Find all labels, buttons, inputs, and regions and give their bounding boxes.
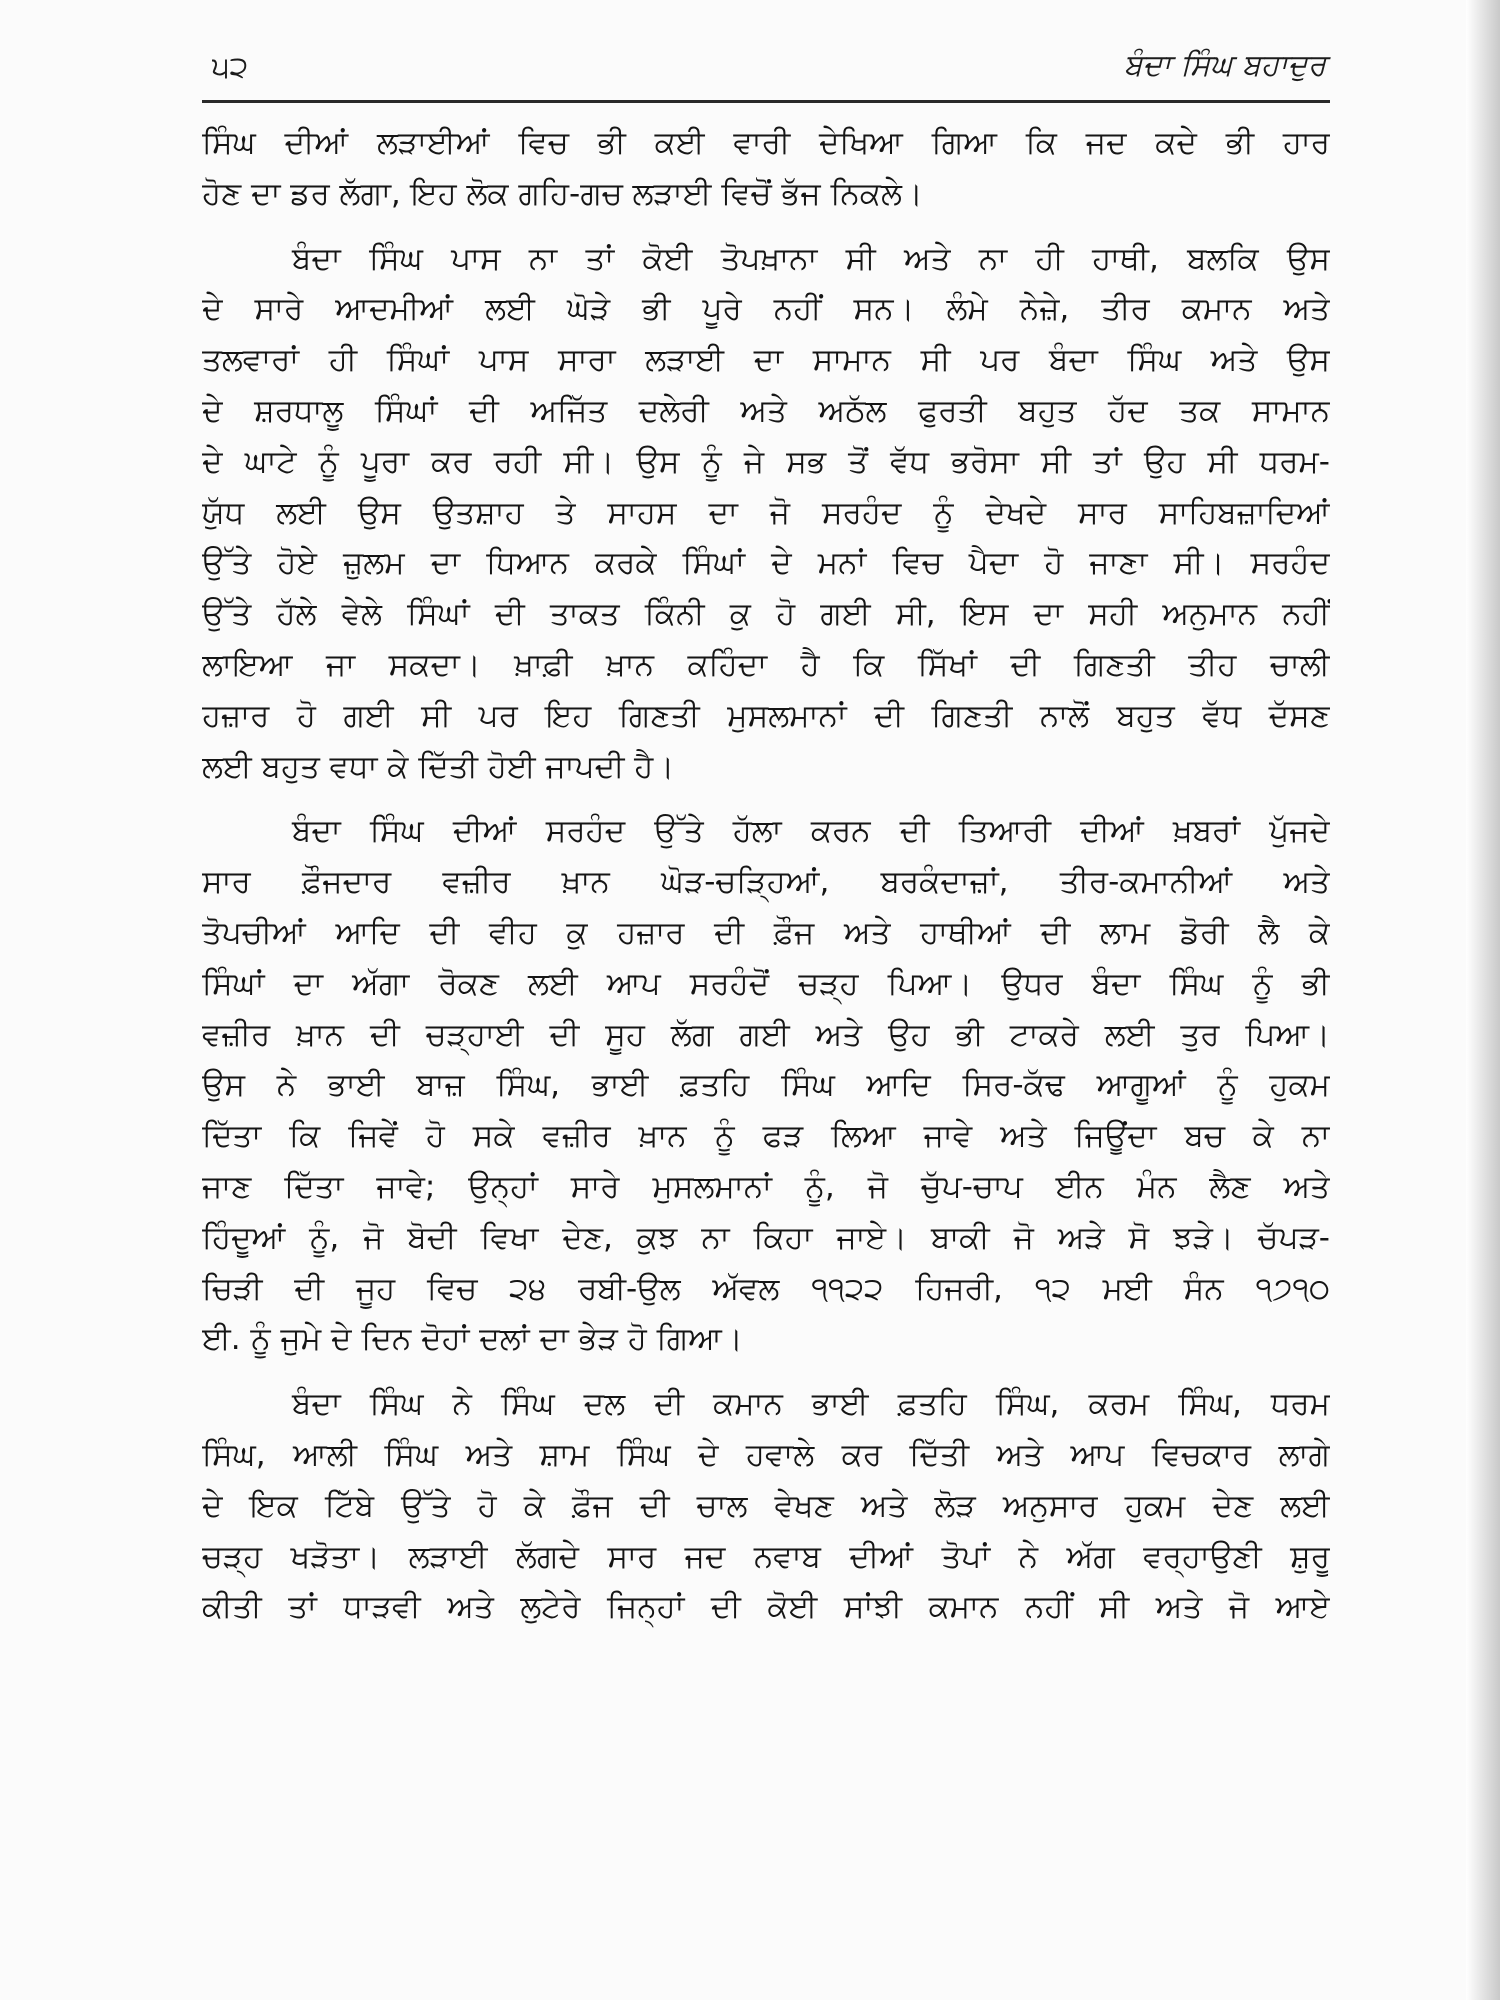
- header-rule: [202, 100, 1330, 103]
- text-line: ਬੰਦਾ ਸਿੰਘ ਨੇ ਸਿੰਘ ਦਲ ਦੀ ਕਮਾਨ ਭਾਈ ਫ਼ਤਹਿ ਸਿੰਘ, ਕਰਮ ਸਿੰਘ, ਧਰਮ: [292, 1386, 1330, 1423]
- paragraph-2: [202, 234, 1330, 793]
- text-line: ਚਿੜੀ ਦੀ ਜੂਹ ਵਿਚ ੨੪ ਰਬੀ-ਉਲ ਅੱਵਲ ੧੧੨੨ ਹਿਜਰੀ, ੧੨ ਮਈ ਸੰਨ ੧੭੧੦: [202, 1270, 1330, 1307]
- text-line: ਲਈ ਬਹੁਤ ਵਧਾ ਕੇ ਦਿੱਤੀ ਹੋਈ ਜਾਪਦੀ ਹੈ।: [202, 748, 675, 785]
- text-line: ਹਜ਼ਾਰ ਹੋ ਗਈ ਸੀ ਪਰ ਇਹ ਗਿਣਤੀ ਮੁਸਲਮਾਨਾਂ ਦੀ ਗਿਣਤੀ ਨਾਲੋਂ ਬਹੁਤ ਵੱਧ ਦੱਸਣ: [202, 697, 1330, 734]
- paragraph-1: [202, 118, 1330, 220]
- text-line: ਬੰਦਾ ਸਿੰਘ ਦੀਆਂ ਸਰਹੰਦ ਉੱਤੇ ਹੱਲਾ ਕਰਨ ਦੀ ਤਿਆਰੀ ਦੀਆਂ ਖ਼ਬਰਾਂ ਪੁੱਜਦੇ: [292, 813, 1330, 850]
- text-line: ਸਾਰ ਫ਼ੌਜਦਾਰ ਵਜ਼ੀਰ ਖ਼ਾਨ ਘੋੜ-ਚੜ੍ਹਿਆਂ, ਬਰਕੰਦਾਜ਼ਾਂ, ਤੀਰ-ਕਮਾਨੀਆਂ ਅਤੇ: [202, 864, 1330, 901]
- text-line: ਉੱਤੇ ਹੱਲੇ ਵੇਲੇ ਸਿੰਘਾਂ ਦੀ ਤਾਕਤ ਕਿੰਨੀ ਕੁ ਹੋ ਗਈ ਸੀ, ਇਸ ਦਾ ਸਹੀ ਅਨੁਮਾਨ ਨਹੀਂ: [202, 596, 1330, 633]
- text-line: ਦੇ ਘਾਟੇ ਨੂੰ ਪੂਰਾ ਕਰ ਰਹੀ ਸੀ। ਉਸ ਨੂੰ ਜੇ ਸਭ ਤੋਂ ਵੱਧ ਭਰੋਸਾ ਸੀ ਤਾਂ ਉਹ ਸੀ ਧਰਮ-: [202, 443, 1330, 480]
- text-line: ਚੜ੍ਹ ਖੜੋਤਾ। ਲੜਾਈ ਲੱਗਦੇ ਸਾਰ ਜਦ ਨਵਾਬ ਦੀਆਂ ਤੋਪਾਂ ਨੇ ਅੱਗ ਵਰ੍ਹਾਉਣੀ ਸ਼ੁਰੂ: [202, 1538, 1330, 1575]
- text-line: ਕੀਤੀ ਤਾਂ ਧਾੜਵੀ ਅਤੇ ਲੁਟੇਰੇ ਜਿਨ੍ਹਾਂ ਦੀ ਕੋਈ ਸਾਂਝੀ ਕਮਾਨ ਨਹੀਂ ਸੀ ਅਤੇ ਜੋ ਆਏ: [202, 1589, 1330, 1626]
- text-line: ਹੋਣ ਦਾ ਡਰ ਲੱਗਾ, ਇਹ ਲੋਕ ਗਹਿ-ਗਚ ਲੜਾਈ ਵਿਚੋਂ ਭੱਜ ਨਿਕਲੇ।: [202, 175, 923, 212]
- text-line: ਲਾਇਆ ਜਾ ਸਕਦਾ। ਖ਼ਾਫ਼ੀ ਖ਼ਾਨ ਕਹਿੰਦਾ ਹੈ ਕਿ ਸਿੱਖਾਂ ਦੀ ਗਿਣਤੀ ਤੀਹ ਚਾਲੀ: [202, 646, 1330, 683]
- running-title: ਬੰਦਾ ਸਿੰਘ ਬਹਾਦੁਰ: [1123, 48, 1326, 83]
- text-line: ਸਿੰਘਾਂ ਦਾ ਅੱਗਾ ਰੋਕਣ ਲਈ ਆਪ ਸਰਹੰਦੋਂ ਚੜ੍ਹ ਪਿਆ। ਉਧਰ ਬੰਦਾ ਸਿੰਘ ਨੂੰ ਭੀ: [202, 965, 1330, 1002]
- text-line: ਜਾਣ ਦਿੱਤਾ ਜਾਵੇ; ਉਨ੍ਹਾਂ ਸਾਰੇ ਮੁਸਲਮਾਨਾਂ ਨੂੰ, ਜੋ ਚੁੱਪ-ਚਾਪ ਈਨ ਮੰਨ ਲੈਣ ਅਤੇ: [202, 1168, 1330, 1205]
- page-number: ੫੨: [212, 50, 249, 85]
- paragraph-3: [202, 806, 1330, 1365]
- text-line: ਦੇ ਸਾਰੇ ਆਦਮੀਆਂ ਲਈ ਘੋੜੇ ਭੀ ਪੂਰੇ ਨਹੀਂ ਸਨ। ਲੰਮੇ ਨੇਜ਼ੇ, ਤੀਰ ਕਮਾਨ ਅਤੇ: [202, 291, 1330, 328]
- text-line: ਬੰਦਾ ਸਿੰਘ ਪਾਸ ਨਾ ਤਾਂ ਕੋਈ ਤੋਪਖ਼ਾਨਾ ਸੀ ਅਤੇ ਨਾ ਹੀ ਹਾਥੀ, ਬਲਕਿ ਉਸ: [292, 240, 1330, 277]
- text-line: ਵਜ਼ੀਰ ਖ਼ਾਨ ਦੀ ਚੜ੍ਹਾਈ ਦੀ ਸੂਹ ਲੱਗ ਗਈ ਅਤੇ ਉਹ ਭੀ ਟਾਕਰੇ ਲਈ ਤੁਰ ਪਿਆ।: [202, 1016, 1330, 1053]
- text-line: ਉਸ ਨੇ ਭਾਈ ਬਾਜ਼ ਸਿੰਘ, ਭਾਈ ਫ਼ਤਹਿ ਸਿੰਘ ਆਦਿ ਸਿਰ-ਕੱਢ ਆਗੂਆਂ ਨੂੰ ਹੁਕਮ: [202, 1067, 1330, 1104]
- text-body: [202, 118, 1330, 1647]
- text-line: ਹਿੰਦੂਆਂ ਨੂੰ, ਜੋ ਬੋਦੀ ਵਿਖਾ ਦੇਣ, ਕੁਝ ਨਾ ਕਿਹਾ ਜਾਏ। ਬਾਕੀ ਜੋ ਅੜੇ ਸੋ ਝੜੇ। ਚੱਪੜ-: [202, 1219, 1330, 1256]
- text-line: ਸਿੰਘ, ਆਲੀ ਸਿੰਘ ਅਤੇ ਸ਼ਾਮ ਸਿੰਘ ਦੇ ਹਵਾਲੇ ਕਰ ਦਿੱਤੀ ਅਤੇ ਆਪ ਵਿਚਕਾਰ ਲਾਗੇ: [202, 1436, 1330, 1473]
- paragraph-4: [202, 1379, 1330, 1633]
- text-line: ਯੁੱਧ ਲਈ ਉਸ ਉਤਸ਼ਾਹ ਤੇ ਸਾਹਸ ਦਾ ਜੋ ਸਰਹੰਦ ਨੂੰ ਦੇਖਦੇ ਸਾਰ ਸਾਹਿਬਜ਼ਾਦਿਆਂ: [202, 494, 1330, 531]
- text-line: ਤਲਵਾਰਾਂ ਹੀ ਸਿੰਘਾਂ ਪਾਸ ਸਾਰਾ ਲੜਾਈ ਦਾ ਸਾਮਾਨ ਸੀ ਪਰ ਬੰਦਾ ਸਿੰਘ ਅਤੇ ਉਸ: [202, 342, 1330, 379]
- text-line: ਦਿੱਤਾ ਕਿ ਜਿਵੇਂ ਹੋ ਸਕੇ ਵਜ਼ੀਰ ਖ਼ਾਨ ਨੂੰ ਫੜ ਲਿਆ ਜਾਵੇ ਅਤੇ ਜਿਊਂਦਾ ਬਚ ਕੇ ਨਾ: [202, 1118, 1330, 1155]
- page-header: [202, 44, 1330, 106]
- text-line: ਤੋਪਚੀਆਂ ਆਦਿ ਦੀ ਵੀਹ ਕੁ ਹਜ਼ਾਰ ਦੀ ਫ਼ੌਜ ਅਤੇ ਹਾਥੀਆਂ ਦੀ ਲਾਮ ਡੋਰੀ ਲੈ ਕੇ: [202, 914, 1330, 951]
- text-line: ਦੇ ਸ਼ਰਧਾਲੂ ਸਿੰਘਾਂ ਦੀ ਅਜਿੱਤ ਦਲੇਰੀ ਅਤੇ ਅਠੱਲ ਫੁਰਤੀ ਬਹੁਤ ਹੱਦ ਤਕ ਸਾਮਾਨ: [202, 392, 1330, 429]
- text-line: ਉੱਤੇ ਹੋਏ ਜ਼ੁਲਮ ਦਾ ਧਿਆਨ ਕਰਕੇ ਸਿੰਘਾਂ ਦੇ ਮਨਾਂ ਵਿਚ ਪੈਦਾ ਹੋ ਜਾਣਾ ਸੀ। ਸਰਹੰਦ: [202, 545, 1330, 582]
- page-edge-shadow: [1466, 0, 1500, 2000]
- text-line: ਸਿੰਘ ਦੀਆਂ ਲੜਾਈਆਂ ਵਿਚ ਭੀ ਕਈ ਵਾਰੀ ਦੇਖਿਆ ਗਿਆ ਕਿ ਜਦ ਕਦੇ ਭੀ ਹਾਰ: [202, 125, 1330, 161]
- text-line: ਦੇ ਇਕ ਟਿੱਬੇ ਉੱਤੇ ਹੋ ਕੇ ਫ਼ੌਜ ਦੀ ਚਾਲ ਵੇਖਣ ਅਤੇ ਲੋੜ ਅਨੁਸਾਰ ਹੁਕਮ ਦੇਣ ਲਈ: [202, 1487, 1330, 1524]
- text-line: ਈ. ਨੂੰ ਜੁਮੇ ਦੇ ਦਿਨ ਦੋਹਾਂ ਦਲਾਂ ਦਾ ਭੇੜ ਹੋ ਗਿਆ।: [202, 1321, 743, 1358]
